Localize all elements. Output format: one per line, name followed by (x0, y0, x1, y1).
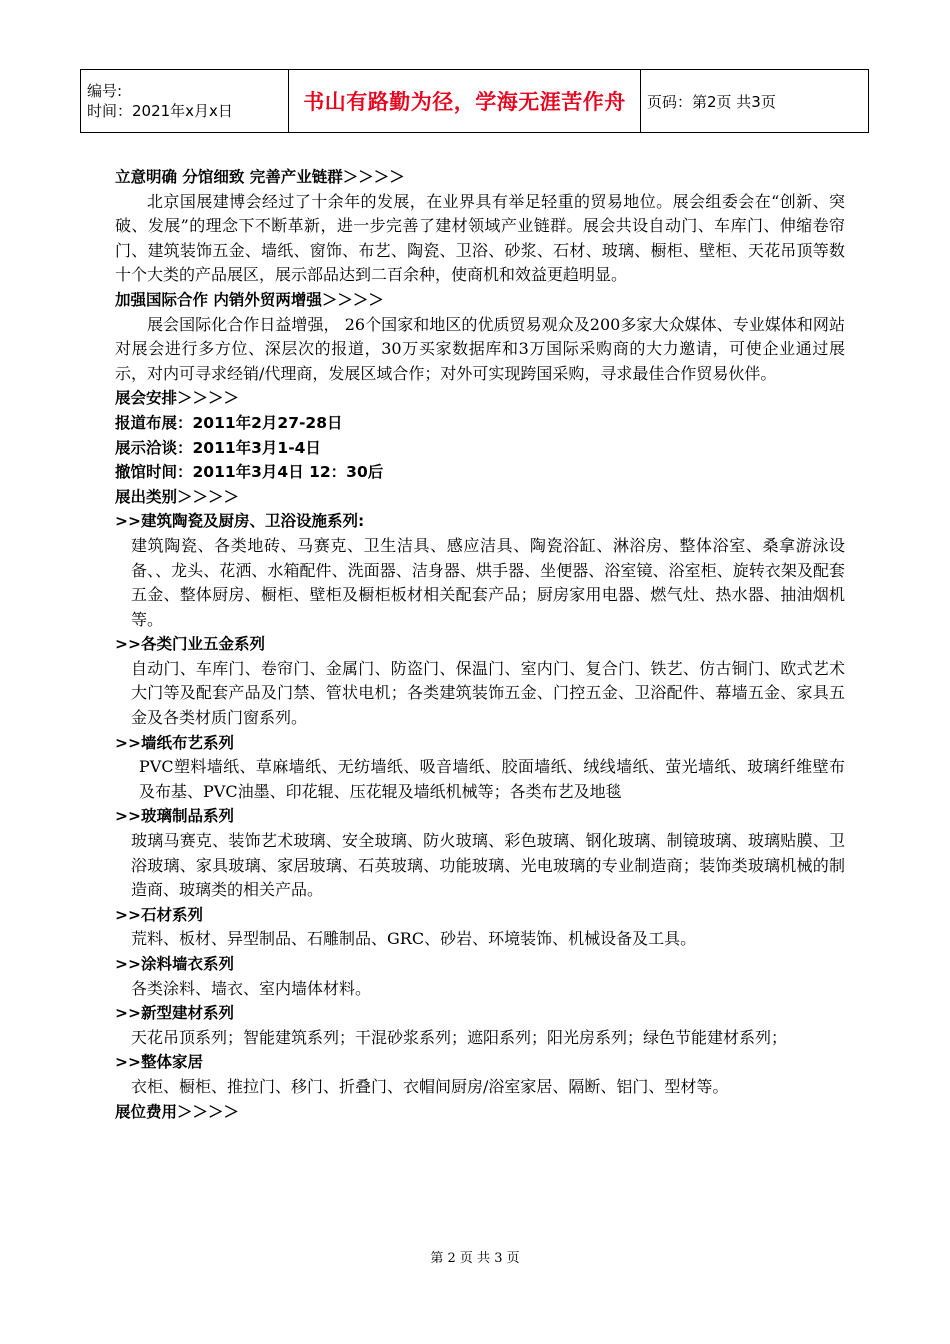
schedule-item-setup: 报道布展：2011年2月27-28日 (115, 413, 343, 432)
category-body-wallpaper: PVC塑料墙纸、草麻墙纸、无纺墙纸、吸音墙纸、胶面墙纸、绒线墙纸、萤光墙纸、玻璃纤维壁布及布基、PVC油墨、印花辊、压花辊及墙纸机械等；各类布艺及地毯 (139, 757, 845, 801)
section-heading-schedule: 展会安排＞＞＞＞ (115, 389, 240, 408)
section-paragraph-international: 展会国际化合作日益增强， 26个国家和地区的优质贸易观众及200多家大众媒体、专业媒体和网站对展会进行多方位、深层次的报道，30万买家数据库和3万国际采购商的大力邀请，可使企业通过展示，对内可寻求经销/代理商，发展区域合作；对外可实现跨国采购，寻求最佳合作贸易伙伴。 (115, 314, 845, 383)
section-heading-fees: 展位费用＞＞＞＞ (115, 1102, 240, 1121)
section-heading-categories: 展出类别＞＞＞＞ (115, 487, 240, 506)
document-number-label: 编号: (87, 82, 123, 100)
category-title-stone: >>石材系列 (115, 905, 203, 924)
category-body-doors: 自动门、车库门、卷帘门、金属门、防盗门、保温门、室内门、复合门、铁艺、仿古铜门、欧式艺术大门等及配套产品及门禁、管状电机；各类建筑装饰五金、门控五金、卫浴配件、幕墙五金、家具五金及各类材质门窗系列。 (131, 658, 845, 728)
category-body-new-materials: 天花吊顶系列；智能建筑系列；干混砂浆系列；遮阳系列；阳光房系列；绿色节能建材系列； (131, 1027, 788, 1047)
category-body-home: 衣柜、橱柜、推拉门、移门、折叠门、衣帽间厨房/浴室家居、隔断、铝门、型材等。 (131, 1076, 729, 1096)
section-heading-intro: 立意明确 分馆细致 完善产业链群＞＞＞＞ (115, 168, 405, 186)
category-title-doors: >>各类门业五金系列 (115, 635, 265, 654)
header-page-label: 页码：第2页 共3页 (641, 70, 869, 133)
page-header (80, 69, 869, 133)
header-motto: 书山有路勤为径，学海无涯苦作舟 (289, 70, 641, 133)
section-heading-international: 加强国际合作 内销外贸两增强＞＞＞＞ (115, 290, 384, 309)
page-footer: 第 2 页 共 3 页 (430, 1251, 520, 1266)
category-body-glass: 玻璃马赛克、装饰艺术玻璃、安全玻璃、防火玻璃、彩色玻璃、钢化玻璃、制镜玻璃、玻璃贴膜、卫浴玻璃、家具玻璃、家居玻璃、石英玻璃、功能玻璃、光电玻璃的专业制造商；装饰类玻璃机械的制造商、玻璃类的相关产品。 (131, 831, 845, 900)
header-info-cell (81, 70, 289, 133)
category-title-home: >>整体家居 (115, 1053, 203, 1072)
section-paragraph-intro: 北京国展建博会经过了十余年的发展，在业界具有举足轻重的贸易地位。展会组委会在“创新、突破、发展”的理念下不断革新，进一步完善了建材领域产业链群。展会共设自动门、车库门、伸缩卷帘门、建筑装饰五金、墙纸、窗饰、布艺、陶瓷、卫浴、砂浆、石材、玻璃、橱柜、壁柜、天花吊顶等数十个大类的产品展区，展示部品达到二百余种，使商机和效益更趋明显。 (115, 191, 845, 285)
category-title-ceramics: >>建筑陶瓷及厨房、卫浴设施系列: (115, 512, 365, 531)
category-title-glass: >>玻璃制品系列 (115, 807, 234, 826)
document-body (115, 165, 845, 1124)
category-title-coatings: >>涂料墙衣系列 (115, 955, 234, 973)
category-body-ceramics: 建筑陶瓷、各类地砖、马赛克、卫生洁具、感应洁具、陶瓷浴缸、淋浴房、整体浴室、桑拿游泳设备、、龙头、花洒、水箱配件、洗面器、洁身器、烘手器、坐便器、浴室镜、浴室柜、旋转衣架及配套五金、整体厨房、橱柜、壁柜及橱柜板材相关配套产品；厨房家用电器、燃气灶、热水器、抽油烟机等。 (131, 535, 845, 629)
document-time-label: 时间：2021年x月x日 (87, 102, 233, 120)
schedule-item-teardown: 撤馆时间：2011年3月4日 12：30后 (115, 463, 384, 482)
category-body-stone: 荒料、板材、异型制品、石雕制品、GRC、砂岩、环境装饰、机械设备及工具。 (131, 929, 697, 949)
category-body-coatings: 各类涂料、墙衣、室内墙体材料。 (131, 978, 372, 998)
category-title-new-materials: >>新型建材系列 (115, 1004, 234, 1023)
schedule-item-exhibition: 展示洽谈：2011年3月1-4日 (115, 438, 321, 457)
category-title-wallpaper: >>墙纸布艺系列 (115, 733, 234, 752)
